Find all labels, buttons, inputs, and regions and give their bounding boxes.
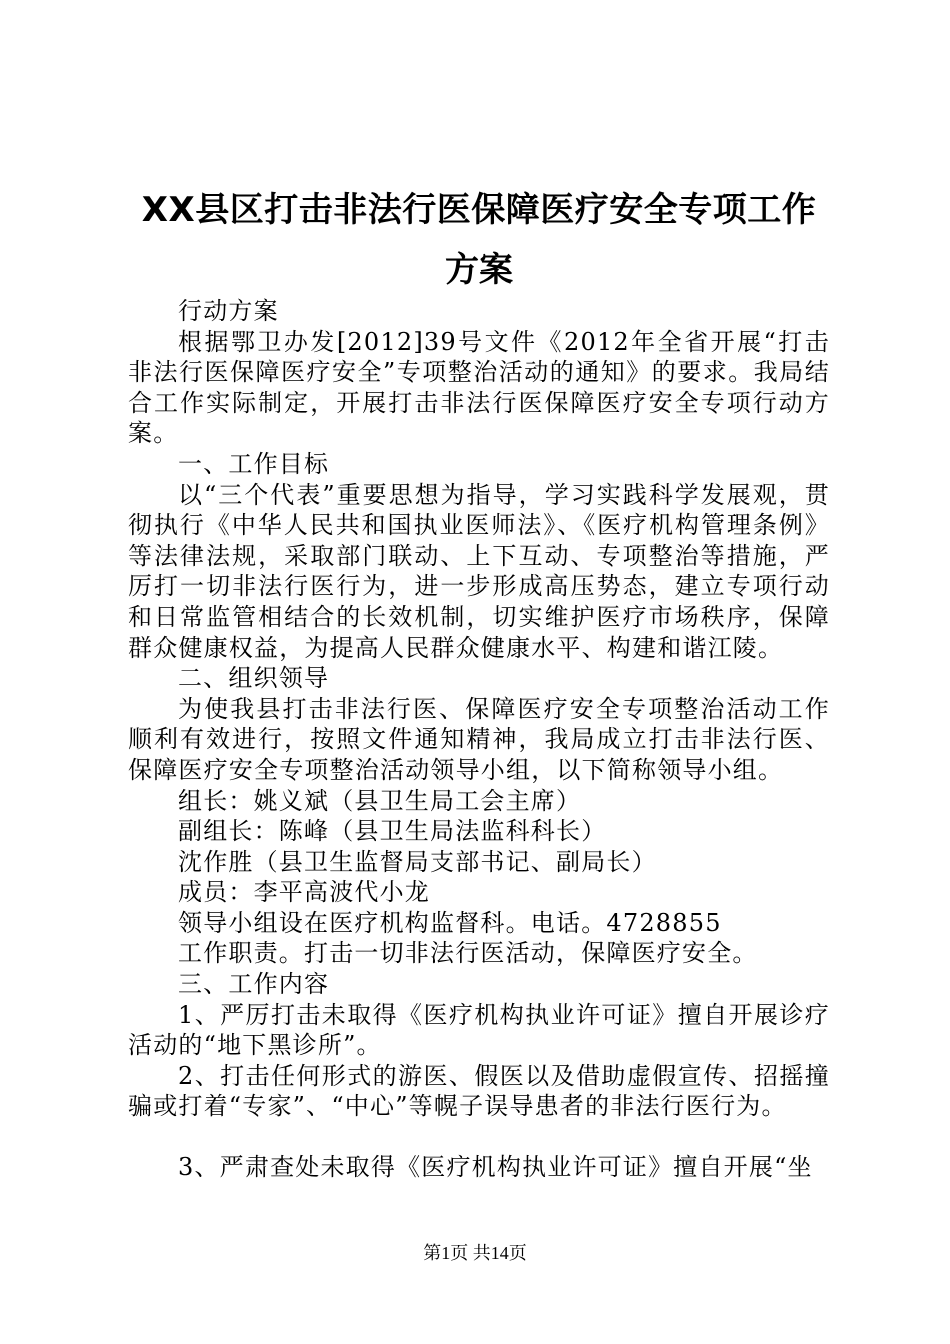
paragraph: 领导小组设在医疗机构监督科。电话。4728855 bbox=[178, 908, 722, 937]
paragraph: 为使我县打击非法行医、保障医疗安全专项整治活动工作顺利有效进行，按照文件通知精神，我局成立打击非法行医、保障医疗安全专项整治活动领导小组，以下简称领导小组。 bbox=[128, 694, 830, 784]
paragraph: 根据鄂卫办发[2012]39号文件《2012年全省开展“打击非法行医保障医疗安全”专项整治活动的通知》的要求。我局结合工作实际制定，开展打击非法行医保障医疗安全专项行动方案。 bbox=[128, 327, 830, 448]
document-title-line1: XX县区打击非法行医保障医疗安全专项工作 bbox=[141, 190, 817, 230]
paragraph: 副组长：陈峰（县卫生局法监科科长） bbox=[178, 817, 607, 846]
document-title-line2: 方案 bbox=[445, 250, 513, 290]
paragraph: 行动方案 bbox=[178, 297, 279, 325]
paragraph: 组长：姚义斌（县卫生局工会主席） bbox=[178, 786, 582, 815]
paragraph: 沈作胜（县卫生监督局支部书记、副局长） bbox=[178, 847, 657, 876]
paragraph: 1、严厉打击未取得《医疗机构执业许可证》擅自开展诊疗活动的“地下黑诊所”。 bbox=[128, 1000, 830, 1060]
paragraph: 2、打击任何形式的游医、假医以及借助虚假宣传、招摇撞骗或打着“专家”、“中心”等幌子误导患者的非法行医行为。 bbox=[128, 1061, 830, 1121]
document-body bbox=[128, 296, 830, 1183]
paragraph: 工作职责。打击一切非法行医活动，保障医疗安全。 bbox=[178, 939, 758, 968]
paragraph: 以“三个代表”重要思想为指导，学习实践科学发展观，贯彻执行《中华人民共和国执业医师法》、《医疗机构管理条例》等法律法规，采取部门联动、上下互动、专项整治等措施，严厉打一切非法行医行为，进一步形成高压势态，建立专项行动和日常监管相结合的长效机制，切实维护医疗市场秩序，保障群众健康权益，为提高人民群众健康水平、构建和谐江陵。 bbox=[128, 480, 830, 662]
section-heading: 二、组织领导 bbox=[178, 664, 330, 693]
paragraph: 成员：李平高波代小龙 bbox=[178, 878, 430, 907]
paragraph: 3、严肃查处未取得《医疗机构执业许可证》擅自开展“坐 bbox=[178, 1153, 813, 1182]
section-heading: 一、工作目标 bbox=[178, 449, 330, 478]
section-heading: 三、工作内容 bbox=[178, 970, 330, 999]
page-number-footer: 第1页 共14页 bbox=[423, 1243, 527, 1263]
